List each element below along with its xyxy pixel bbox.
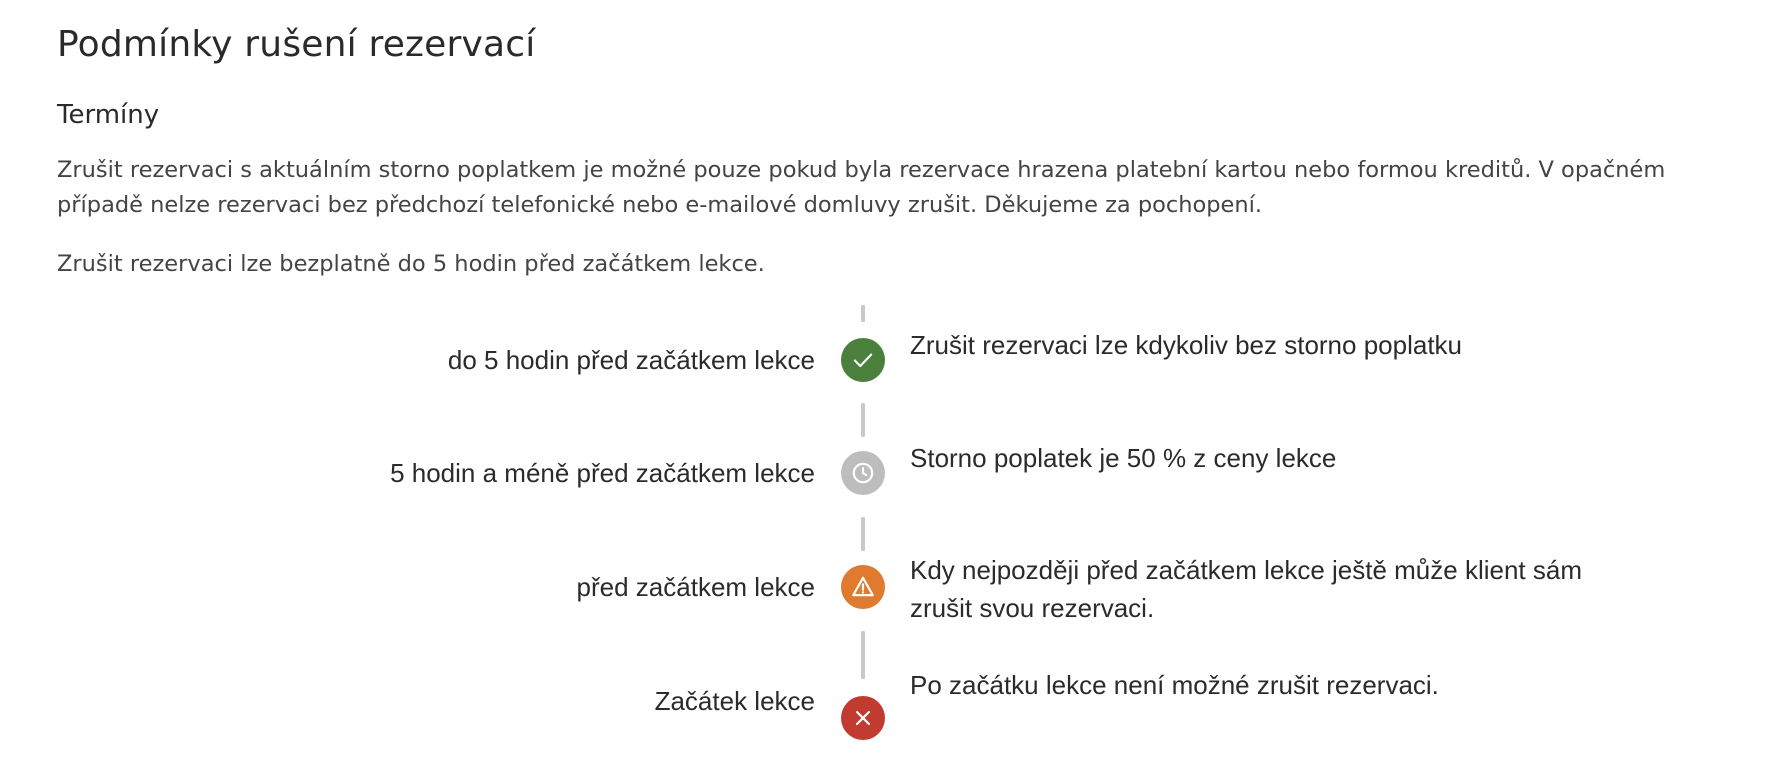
timeline-step-label: před začátkem lekce [576, 572, 815, 602]
timeline-step-description: Po začátku lekce není možné zrušit rezervaci. [910, 670, 1439, 700]
check-icon [841, 338, 885, 382]
timeline-step-description: Zrušit rezervaci lze kdykoliv bez storno poplatku [910, 330, 1463, 360]
timeline-step-label: 5 hodin a méně před začátkem lekce [390, 458, 815, 488]
timeline-connector [861, 403, 865, 437]
policy-paragraph: Zrušit rezervaci s aktuálním storno poplatkem je možné pouze pokud byla rezervace hrazena platební kartou nebo formou kreditů. V opačném případě nelze rezervaci bez předchozí telefonické nebo e-mailové domluvy zrušit. Děkujeme za pochopení. [57, 157, 1666, 218]
cross-icon [841, 696, 885, 740]
timeline-connector [861, 631, 865, 679]
clock-icon [841, 451, 885, 495]
timeline-connector [861, 305, 865, 322]
timeline-step-label: Začátek lekce [654, 686, 815, 716]
free-cancel-paragraph: Zrušit rezervaci lze bezplatně do 5 hodin před začátkem lekce. [57, 251, 765, 277]
timeline-step-description: Kdy nejpozději před začátkem lekce ještě může klient sám zrušit svou rezervaci. [910, 555, 1582, 623]
timeline-connector [861, 517, 865, 551]
page-title: Podmínky rušení rezervací [57, 24, 536, 65]
timeline-step-label: do 5 hodin před začátkem lekce [447, 345, 815, 375]
section-subtitle: Termíny [57, 100, 160, 130]
warning-icon [841, 565, 885, 609]
timeline-step-description: Storno poplatek je 50 % z ceny lekce [910, 443, 1337, 473]
